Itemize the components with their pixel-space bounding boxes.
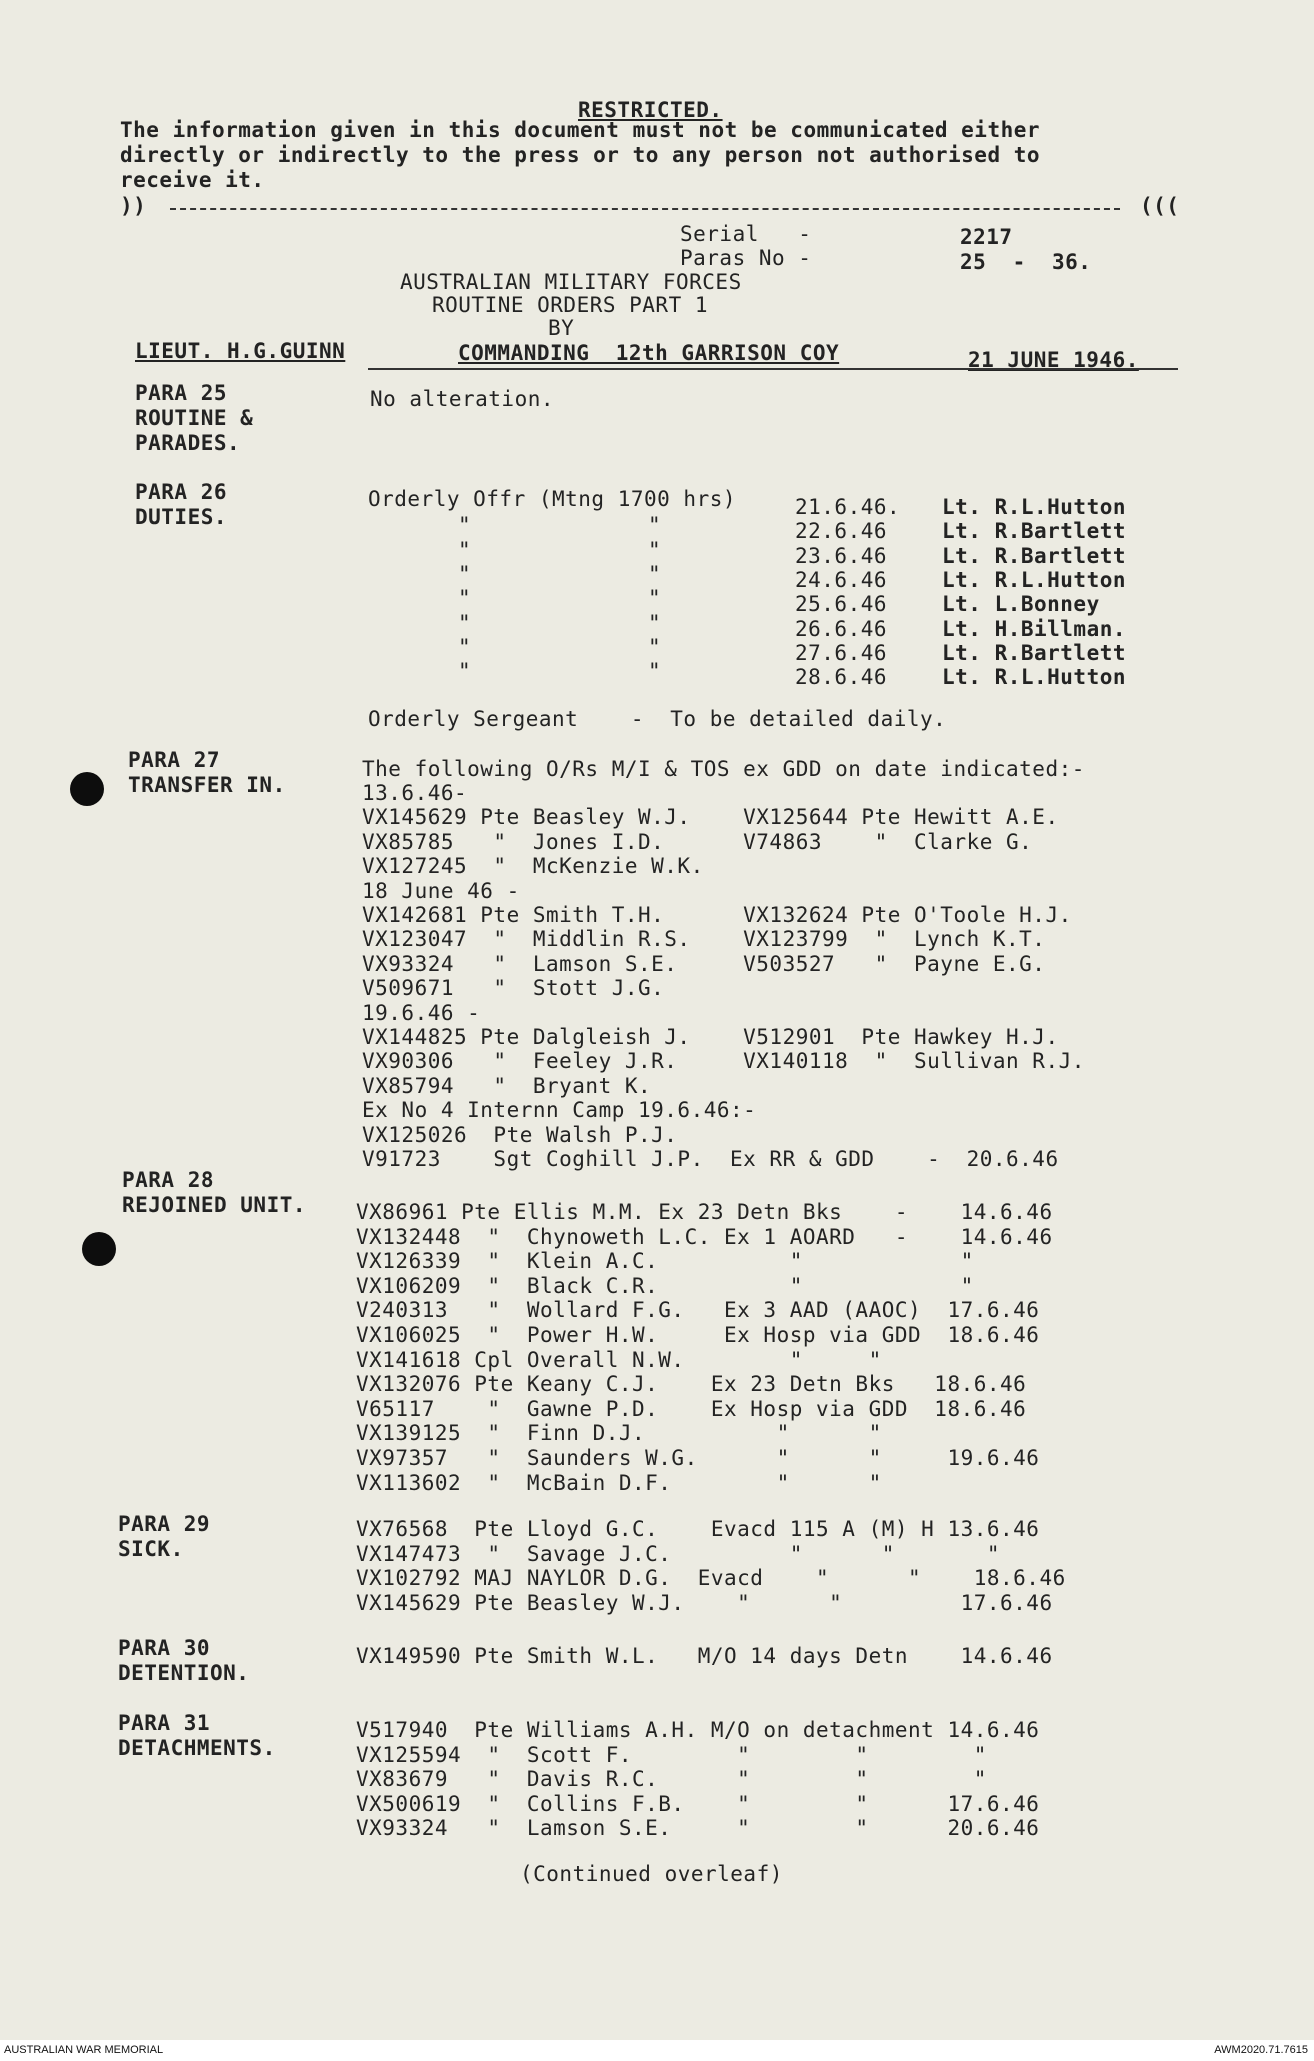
para-title: REJOINED UNIT.	[122, 1193, 307, 1217]
para-title: PARA 29	[118, 1512, 211, 1536]
entry-line: VX132448 " Chynoweth L.C. Ex 1 AOARD - 14.6.46	[356, 1224, 1053, 1249]
entry-line: VX127245 " McKenzie W.K.	[362, 854, 704, 879]
notice-line: receive it.	[120, 168, 265, 192]
duty-officer: Lt. R.L.Hutton	[942, 567, 1127, 592]
entry-line: 19.6.46 -	[362, 1000, 481, 1025]
entry-line: VX123047 " Middlin R.S. VX123799 " Lynch K.T.	[362, 927, 1046, 952]
entry-line: VX93324 " Lamson S.E. " " 20.6.46	[356, 1816, 1040, 1841]
para-title: PARA 26	[135, 480, 228, 504]
officer-name: LIEUT. H.G.GUINN	[135, 339, 346, 363]
entry-line: VX145629 Pte Beasley W.J. " " 17.6.46	[356, 1590, 1053, 1615]
paras-label: Paras No -	[680, 246, 812, 270]
para-title: ROUTINE &	[135, 406, 254, 430]
para-title: DETACHMENTS.	[118, 1736, 276, 1760]
ditto-mark: "	[648, 586, 662, 611]
entry-line: V65117 " Gawne P.D. Ex Hosp via GDD 18.6.46	[356, 1396, 1027, 1421]
para-title: DUTIES.	[135, 505, 228, 529]
restricted-heading: RESTRICTED.	[578, 98, 723, 122]
ditto-mark: "	[648, 537, 662, 562]
entry-line: VX106025 " Power H.W. Ex Hosp via GDD 18.6.46	[356, 1323, 1040, 1347]
footer-reference: AWM2020.71.7615	[1214, 2044, 1308, 2056]
ditto-mark: "	[458, 513, 472, 538]
entry-line: VX149590 Pte Smith W.L. M/O 14 days Detn 14.6.46	[356, 1644, 1053, 1668]
duty-date: 23.6.46	[795, 543, 888, 568]
entry-line: VX145629 Pte Beasley W.J. VX125644 Pte Hewitt A.E.	[362, 805, 1059, 830]
para-title: PARA 30	[118, 1636, 211, 1660]
entry-line: VX102792 MAJ NAYLOR D.G. Evacd " " 18.6.46	[356, 1566, 1066, 1591]
ditto-mark: "	[458, 634, 472, 659]
duty-officer: Lt. H.Billman.	[942, 616, 1127, 641]
entry-line: VX132076 Pte Keany C.J. Ex 23 Detn Bks 18.6.46	[356, 1372, 1027, 1397]
ditto-mark: "	[458, 659, 472, 684]
entry-line: VX97357 " Saunders W.G. " " 19.6.46	[356, 1446, 1040, 1470]
duty-date: 24.6.46	[795, 567, 888, 592]
by-line: BY	[548, 316, 575, 340]
footer-source: AUSTRALIAN WAR MEMORIAL	[4, 2044, 164, 2056]
duty-date: 22.6.46	[795, 519, 888, 544]
orders-title: ROUTINE ORDERS PART 1	[432, 293, 709, 317]
order-date: 21 JUNE 1946.	[968, 348, 1139, 372]
duty-officer: Lt. L.Bonney	[942, 592, 1100, 617]
duty-date: 28.6.46	[795, 665, 888, 690]
archive-footer	[0, 2040, 1314, 2061]
entry-line: VX85794 " Bryant K.	[362, 1073, 652, 1098]
punch-hole	[82, 1232, 116, 1266]
sergeant-line: Orderly Sergeant - To be detailed daily.	[368, 707, 947, 731]
duty-officer: Lt. R.Bartlett	[942, 543, 1127, 568]
notice-line: The information given in this document must not be communicated either	[120, 118, 1041, 142]
entry-line: V509671 " Stott J.G.	[362, 976, 665, 1001]
duty-officer: Lt. R.L.Hutton	[942, 495, 1127, 519]
entry-line: VX106209 " Black C.R. " "	[356, 1273, 974, 1298]
ditto-mark: "	[458, 561, 472, 586]
para-title: PARA 31	[118, 1711, 211, 1735]
para-title: DETENTION.	[118, 1661, 250, 1685]
entry-line: 18 June 46 -	[362, 878, 520, 903]
entry-line: VX141618 Cpl Overall N.W. " "	[356, 1347, 882, 1372]
entry-line: VX147473 " Savage J.C. " " "	[356, 1541, 1001, 1566]
bracket-right: (((	[1140, 194, 1180, 218]
duty-date: 27.6.46	[795, 640, 888, 665]
serial-label: Serial -	[680, 222, 812, 246]
punch-hole	[70, 772, 104, 806]
entry-line: VX90306 " Feeley J.R. VX140118 " Sullivan R.J.	[362, 1049, 1085, 1074]
serial-value: 2217	[960, 225, 1013, 249]
duty-date: 21.6.46.	[795, 495, 901, 519]
entry-line: V240313 " Wollard F.G. Ex 3 AAD (AAOC) 17.6.46	[356, 1298, 1040, 1323]
entry-line: Ex No 4 Internn Camp 19.6.46:-	[362, 1098, 757, 1123]
duty-officer: Lt. R.Bartlett	[942, 640, 1127, 665]
para-title: PARA 25	[135, 381, 228, 405]
entry-line: V517940 Pte Williams A.H. M/O on detachment 14.6.46	[356, 1718, 1040, 1742]
entry-line: VX113602 " McBain D.F. " "	[356, 1470, 882, 1495]
para-title: PARADES.	[135, 431, 241, 455]
entry-line: VX125594 " Scott F. " " "	[356, 1742, 987, 1767]
entry-line: VX125026 Pte Walsh P.J.	[362, 1122, 678, 1147]
entry-line: VX144825 Pte Dalgleish J. V512901 Pte Hawkey H.J.	[362, 1025, 1059, 1049]
ditto-mark: "	[458, 586, 472, 611]
dashed-divider	[170, 208, 1120, 210]
duty-date: 25.6.46	[795, 592, 888, 617]
para-title: PARA 28	[122, 1168, 215, 1192]
entry-line: VX83679 " Davis R.C. " " "	[356, 1767, 987, 1792]
continued-note: (Continued overleaf)	[520, 1862, 783, 1886]
entry-line: VX139125 " Finn D.J. " "	[356, 1421, 882, 1446]
entry-line: VX85785 " Jones I.D. V74863 " Clarke G.	[362, 829, 1033, 854]
entry-line: VX500619 " Collins F.B. " " 17.6.46	[356, 1791, 1040, 1816]
paras-value: 25 - 36.	[960, 250, 1092, 274]
entry-line: 13.6.46-	[362, 781, 468, 805]
ditto-mark: "	[648, 634, 662, 659]
commanding-unit: COMMANDING 12th GARRISON COY	[458, 341, 840, 365]
para-intro: The following O/Rs M/I & TOS ex GDD on date indicated:-	[362, 757, 1085, 781]
para-text: No alteration.	[370, 387, 555, 411]
notice-line: directly or indirectly to the press or to any person not authorised to	[120, 143, 1041, 167]
entry-line: VX76568 Pte Lloyd G.C. Evacd 115 A (M) H 13.6.46	[356, 1517, 1040, 1541]
entry-line: VX126339 " Klein A.C. " "	[356, 1249, 974, 1274]
duty-officer: Lt. R.Bartlett	[942, 519, 1127, 544]
ditto-mark: "	[648, 561, 662, 586]
para-title: SICK.	[118, 1537, 184, 1561]
duty-label: Orderly Offr (Mtng 1700 hrs)	[368, 487, 737, 511]
entry-line: VX142681 Pte Smith T.H. VX132624 Pte O'Toole H.J.	[362, 903, 1072, 927]
force-title: AUSTRALIAN MILITARY FORCES	[400, 270, 742, 294]
duty-date: 26.6.46	[795, 616, 888, 641]
header-rule	[368, 368, 1178, 370]
duty-officer: Lt. R.L.Hutton	[942, 665, 1127, 690]
entry-line: V91723 Sgt Coghill J.P. Ex RR & GDD - 20.6.46	[362, 1147, 1059, 1171]
bracket-left: ))	[120, 194, 147, 218]
para-title: TRANSFER IN.	[128, 773, 286, 797]
entry-line: VX86961 Pte Ellis M.M. Ex 23 Detn Bks - 14.6.46	[356, 1200, 1053, 1224]
ditto-mark: "	[648, 610, 662, 635]
ditto-mark: "	[648, 659, 662, 684]
ditto-mark: "	[648, 513, 662, 538]
ditto-mark: "	[458, 537, 472, 562]
para-title: PARA 27	[128, 748, 221, 772]
entry-line: VX93324 " Lamson S.E. V503527 " Payne E.G.	[362, 951, 1046, 976]
ditto-mark: "	[458, 610, 472, 635]
